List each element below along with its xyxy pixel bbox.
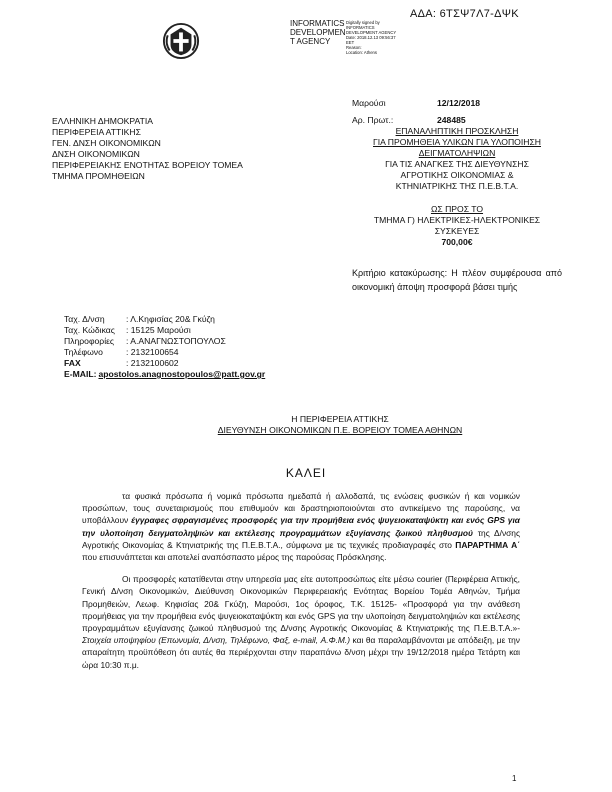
heading-line: Η ΠΕΡΙΦΕΡΕΙΑ ΑΤΤΙΚΗΣ xyxy=(291,414,389,424)
info-value: : Α.ΑΝΑΓΝΩΣΤΟΠΟΥΛΟΣ xyxy=(126,336,226,346)
signature-detail: EET xyxy=(346,40,355,45)
text-span: τα φυσικά πρόσωπα ή νομικά πρόσωπα ημεδαπά ή αλλοδαπά, τις ενώσεις φυσικών ή και νομικών προσώπων, τους συνεταιρισμούς που επιθυμούν και δραστηριοποιούνται στο αντικείμενο της παρούσης, να υποβάλλουν xyxy=(82,491,520,526)
reference-block xyxy=(352,98,562,248)
contact-row xyxy=(64,325,324,336)
department-line: ΤΜΗΜΑ Γ) ΗΛΕΚΤΡΙΚΕΣ-ΗΛΕΚΤΡΟΝΙΚΕΣ xyxy=(373,215,541,225)
needs-text xyxy=(352,159,562,192)
contact-row xyxy=(64,336,324,347)
zip-value: : 15125 Μαρούσι xyxy=(126,325,191,335)
org-line: ΕΛΛΗΝΙΚΗ ΔΗΜΟΚΡΑΤΙΑ xyxy=(52,116,153,126)
greek-emblem-icon xyxy=(162,22,200,60)
signature-detail: Date: 2018.12.13 09:56:37 xyxy=(346,35,396,40)
fax-label: FAX xyxy=(64,358,81,368)
contact-row xyxy=(64,347,324,358)
agency-line: T AGENCY xyxy=(290,37,331,46)
org-line: ΠΕΡΙΦΕΡΕΙΑΚΗΣ ΕΝΟΤΗΤΑΣ ΒΟΡΕΙΟΥ ΤΟΜΕΑ xyxy=(52,160,243,170)
protocol-label: Αρ. Πρωτ.: xyxy=(352,115,394,125)
italic-span: Στοιχεία υποψηφίου (Επωνυμία, Δ/νση, Τηλέφωνο, Φαξ, e-mail, Α.Φ.Μ.) xyxy=(82,635,350,646)
org-line: ΠΕΡΙΦΕΡΕΙΑ ΑΤΤΙΚΗΣ xyxy=(52,127,141,137)
emphasis-span: έγγραφες σφραγισμένες προσφορές για την προμήθεια ενός ψυγειοκαταψύκτη και ενός GPS για την υλοποίηση δειγματοληψιών και εκτέλεσης προγραμμάτων εξυγίανσης ζωικού πληθυσμού xyxy=(82,515,520,538)
amount: 700,00€ xyxy=(441,237,473,247)
text-span: της Δ/νσης Αγροτικής Οικονομίας & Κτηνιατρικής της Π.Ε.Β.Τ.Α., σύμφωνα με τις τεχνικές προδιαγραφές στο xyxy=(82,527,520,550)
needs-line: ΚΤΗΝΙΑΤΡΙΚΗΣ ΤΗΣ Π.Ε.Β.Τ.Α. xyxy=(395,181,519,191)
signature-agency xyxy=(290,19,350,46)
signature-detail: Reason: xyxy=(346,45,362,50)
paragraph-invitation xyxy=(82,490,520,563)
text-span: και θα παραλαμβάνονται με απόδειξη, με την απαραίτητη προϋπόθεση ότι αυτές θα περιέρχονται στην παραπάνω δ/νση μέχρι την 19/12/2018 ημέρα Τετάρτη και ώρα 10:30 π.μ. xyxy=(82,635,520,670)
to-label: ΩΣ ΠΡΟΣ ΤΟ xyxy=(430,204,484,214)
invitation-line: ΓΙΑ ΠΡΟΜΗΘΕΙΑ ΥΛΙΚΩΝ ΓΙΑ ΥΛΟΠΟΙΗΣΗ xyxy=(373,137,541,147)
paragraph-submission xyxy=(82,573,520,671)
email-label: E-MAIL: xyxy=(64,369,97,379)
document-body xyxy=(82,490,520,681)
invitation-line: ΔΕΙΓΜΑΤΟΛΗΨΙΩΝ xyxy=(418,148,496,158)
department-text xyxy=(352,215,562,237)
heading-line: ΔΙΕΥΘΥΝΣΗ ΟΙΚΟΝΟΜΙΚΩΝ Π.Ε. ΒΟΡΕΙΟΥ ΤΟΜΕΑ ΑΘΗΝΩΝ xyxy=(217,425,463,435)
place-label: Μαρούσι xyxy=(352,98,386,108)
contact-row xyxy=(64,369,324,380)
department-line: ΣΥΣΚΕΥΕΣ xyxy=(434,226,480,236)
organization-block xyxy=(52,116,312,182)
signature-details xyxy=(346,20,406,55)
agency-line: DEVELOPMEN xyxy=(290,28,346,37)
invitation-title xyxy=(352,126,562,159)
fax-value: : 2132100602 xyxy=(126,358,179,368)
address-label: Ταχ. Δ/νση xyxy=(64,314,105,324)
phone-label: Τηλέφωνο xyxy=(64,347,103,357)
org-line: ΔΝΣΗ ΟΙΚΟΝΟΜΙΚΩΝ xyxy=(52,149,140,159)
protocol-row xyxy=(352,115,562,126)
agency-line: INFORMATICS xyxy=(290,19,345,28)
email-link[interactable]: apostolos.anagnostopoulos@patt.gov.gr xyxy=(98,369,266,379)
contact-row xyxy=(64,314,324,325)
award-criterion: Κριτήριο κατακύρωσης: Η πλέον συμφέρουσα από οικονομική άποψη προσφορά βάσει τιμής xyxy=(352,268,562,292)
text-span: Οι προσφορές κατατίθενται στην υπηρεσία μας είτε αυτοπροσώπως είτε μέσω courier (Περιφέρεια Αττικής, Γενική Δ/νση Οικονομικών, Διεύθυνση Οικονομικών Περιφερειακής Ενότητας Βορείου Τομέα Αθηνών, Τμήμα Προμηθειών, Λεωφ. Κηφισίας 20& Γκύζη, Μαρούσι, 1ος όροφος, Τ.Κ. 15125- «Προσφορά για την ανάθεση προμήθειας για την προμήθεια ενός ψυγειοκαταψύκτη και ενός GPS για την υλοποίηση δειγματοληψιών και εκτέλεσης προγραμμάτων εξυγίανσης ζωικού πληθυσμού της Δ/νσης Αγροτικής Οικονομίας & Κτηνιατρικής της Π.Ε.Β.Τ.Α.»- xyxy=(82,574,520,634)
info-label: Πληροφορίες xyxy=(64,336,115,346)
contact-block xyxy=(64,314,324,380)
document-date: 12/12/2018 xyxy=(437,98,481,108)
zip-label: Ταχ. Κώδικας xyxy=(64,325,115,335)
org-line: ΓΕΝ. ΔΝΣΗ ΟΙΚΟΝΟΜΙΚΩΝ xyxy=(52,138,161,148)
phone-value: : 2132100654 xyxy=(126,347,179,357)
contact-row xyxy=(64,358,324,369)
ada-code: ΑΔΑ: 6ΤΣΨ7Λ7-ΔΨΚ xyxy=(410,8,519,20)
org-line: ΤΜΗΜΑ ΠΡΟΜΗΘΕΙΩΝ xyxy=(52,171,145,181)
signature-detail: Digitally signed by xyxy=(346,20,380,25)
signature-detail: Location: Athens xyxy=(346,50,377,55)
kalei-title: ΚΑΛΕΙ xyxy=(285,466,327,480)
annex-reference: ΠΑΡΑΡΤΗΜΑ Α΄ xyxy=(455,539,520,550)
needs-line: ΓΙΑ ΤΙΣ ΑΝΑΓΚΕΣ ΤΗΣ ΔΙΕΥΘΥΝΣΗΣ xyxy=(385,159,529,169)
issuer-heading xyxy=(120,414,560,436)
needs-line: ΑΓΡΟΤΙΚΗΣ ΟΙΚΟΝΟΜΙΑΣ & xyxy=(400,170,514,180)
signature-detail: DEVELOPMENT AGENCY xyxy=(346,30,397,35)
address-value: : Λ.Κηφισίας 20& Γκύζη xyxy=(126,314,215,324)
invitation-line: ΕΠΑΝΑΛΗΠΤΙΚΗ ΠΡΟΣΚΛΗΣΗ xyxy=(395,126,519,136)
protocol-number: 248485 xyxy=(437,115,466,125)
text-span: που επισυνάπτεται και αποτελεί αναπόσπαστο μέρος της παρούσας Πρόσκλησης. xyxy=(82,552,387,563)
page-number: 1 xyxy=(512,774,517,783)
date-row xyxy=(352,98,562,109)
signature-detail: INFORMATICS xyxy=(346,25,375,30)
